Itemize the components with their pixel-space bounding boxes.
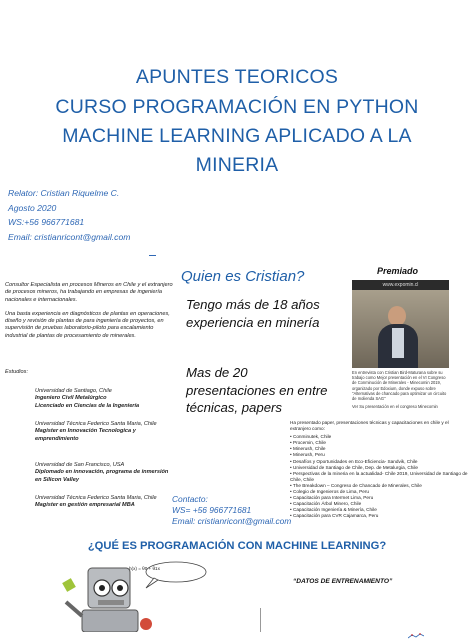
datos-title: “DATOS DE ENTRENAMIENTO” [293, 578, 393, 585]
list-item: • Desafíos y Oportunidades en Eco-Eficiencia- Sandvik, Chile [290, 458, 418, 464]
plot-marks [408, 626, 424, 632]
award-photo [352, 280, 449, 368]
photo-caption-text: En entrevista con Cristian Bird-Maturana sobre su trabajo como Mejor presentación en el VI Congreso de Conminución de Minerales - Minecomin 2019, organizado por Edoxium, donde expuso sobre "Alternativas de chancado para optimizar un circuito de molienda SAG" [352, 370, 447, 402]
contact-label: Contacto: [172, 494, 208, 504]
list-item: • Colegio de Ingenieros de Lima, Peru [290, 489, 370, 495]
list-item: • The Breakdown – Congreso de Chancado de Minerales, Chile [290, 482, 422, 488]
estudio-1 [35, 388, 175, 410]
presentations-text: Mas de 20 presentaciones en entre técnicas, papers [186, 365, 328, 416]
bio-paragraph-2: Una basta experiencia en diagnósticos de plantas en operaciones, diseño y revisión de plantas de para ingeniería de proyectos, en supervisión de pruebas laboratorio-piloto para escalamiento industrial de plantas de procesamiento de minerales. [5, 310, 170, 339]
estudio-4 [35, 495, 175, 510]
speaker-shirt [392, 328, 404, 358]
title-line-4: MINERIA [195, 154, 279, 176]
list-item: • Capacitación Ingeniería & Minería, Chile [290, 507, 377, 513]
speaker-head [388, 306, 406, 326]
title-line-2: CURSO PROGRAMACIÓN EN PYTHON [55, 96, 419, 118]
estudio-2-univ: Universidad Técnica Federico Santa Maria, Chile [35, 421, 157, 427]
premiado-label: Premiado [377, 266, 419, 276]
list-item: • Procemin, Chile [290, 440, 327, 446]
photo-banner: www.expomin.cl [352, 280, 449, 290]
bio-paragraph-1: Consultor Especialista en procesos Mineros en Chile y el extranjero de procesos mineros, ha trabajando en empresas de ingeniería nacionales e internacionales. [5, 282, 173, 303]
estudio-1-univ: Universidad de Santiago, Chile [35, 388, 112, 394]
presentations-block [290, 420, 470, 520]
estudio-1-degree-b: Licenciado en Ciencias de la Ingeniería [35, 402, 140, 409]
list-item: • Perspectivas de la mineria en la actualidad- Chile 2019, Universidad de Santiago de Chile, Chile [290, 470, 468, 482]
contact-phone: WS= +56 966771681 [172, 505, 252, 515]
estudios-label: Estudios: [5, 369, 29, 375]
date-line: Agosto 2020 [8, 202, 57, 213]
quien-heading: Quien es Cristian? [181, 268, 305, 285]
presentations-intro: Ha presentado paper, presentaciones técnicas y capacitaciones en chile y el extranjero como: [290, 420, 449, 432]
estudio-2-degree: Magister en Innovación Tecnologica y emprendimiento [35, 428, 136, 442]
divider-dash [149, 255, 156, 256]
list-item: • Minerush, Chile [290, 446, 326, 452]
estudio-3-univ: Universidad de San Francisco, USA [35, 462, 125, 468]
list-item: • Capacitación Árbol Minero, Chile [290, 501, 362, 507]
bio-block [5, 282, 175, 340]
list-item: • Capacitación para CVR Cajamarca, Peru [290, 513, 379, 519]
contact-block [172, 494, 291, 527]
estudio-4-degree: Magister en gestión empresarial MBA [35, 502, 135, 509]
presentations-list [290, 434, 470, 519]
list-item: • Minerush, Peru [290, 452, 325, 458]
estudio-3 [35, 462, 175, 484]
estudio-4-univ: Universidad Técnica Federico Santa Maria, Chile [35, 495, 157, 501]
estudio-3-degree: Diplomado en innovación, programa de inmersión en Silicon Valley [35, 469, 169, 483]
list-item: • Universidad de Santiago de Chile, Dep. de Metalurgia, Chile [290, 464, 419, 470]
relator-line: Relator: Cristian Riquelme C. [8, 188, 120, 198]
experience-text: Tengo más de 18 años experiencia en minería [186, 297, 320, 330]
plot-marks-graphic [408, 633, 424, 639]
phone-line: WS:+56 966771681 [8, 217, 85, 228]
title-line-1: APUNTES TEORICOS [135, 66, 339, 88]
title-line-3: MACHINE LEARNING APLICADO A LA [62, 125, 412, 147]
contact-email: Email: cristianricont@gmail.com [172, 516, 292, 526]
photo-caption [352, 370, 449, 409]
speech-formula: h(x) = θ0 + θ1x [129, 566, 160, 571]
meta-block [8, 186, 130, 244]
plot-axis [260, 608, 261, 632]
photo-caption-link: Ver Su presentación en el congreso Minecomin [352, 404, 438, 410]
estudio-2 [35, 421, 175, 443]
email-line: Email: cristianricont@gmail.com [8, 231, 131, 242]
list-item: • Capacitación para Intermet Lima, Peru [290, 495, 374, 501]
list-item: • Conminutek, Chile [290, 434, 332, 440]
section-title: ¿QUÉ ES PROGRAMACIÓN CON MACHINE LEARNING? [87, 540, 387, 552]
estudio-1-degree-a: Ingeniero Civil Metalúrgico [35, 395, 107, 402]
